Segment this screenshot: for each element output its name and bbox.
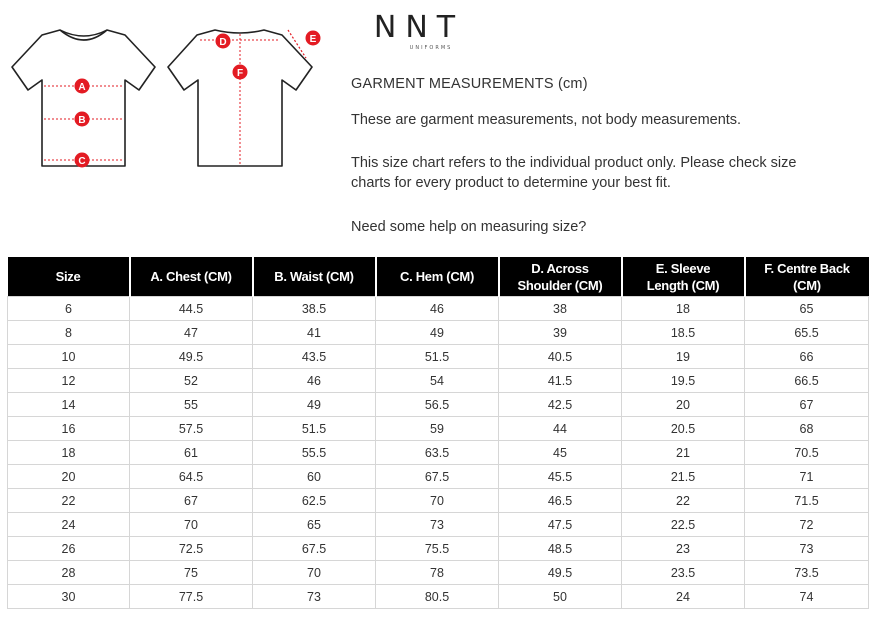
label-b-marker <box>75 112 90 127</box>
table-row <box>8 489 869 513</box>
measurement-cell: 49 <box>253 393 376 417</box>
size-cell: 16 <box>8 417 130 441</box>
table-row <box>8 465 869 489</box>
measurement-cell: 46 <box>376 297 499 321</box>
size-chart-note <box>351 153 851 193</box>
label-d-marker <box>216 34 231 49</box>
measurement-cell: 73 <box>376 513 499 537</box>
measurement-cell: 41.5 <box>499 369 622 393</box>
measurement-cell: 80.5 <box>376 585 499 609</box>
column-header-text: Length (CM) <box>646 277 720 293</box>
measurement-cell: 75.5 <box>376 537 499 561</box>
size-cell: 22 <box>8 489 130 513</box>
measurement-cell: 43.5 <box>253 345 376 369</box>
measurement-cell: 78 <box>376 561 499 585</box>
table-row <box>8 417 869 441</box>
table-row <box>8 369 869 393</box>
size-cell: 8 <box>8 321 130 345</box>
measurement-cell: 64.5 <box>130 465 253 489</box>
table-row <box>8 537 869 561</box>
measurement-cell: 39 <box>499 321 622 345</box>
measurement-cell: 23.5 <box>622 561 745 585</box>
measurement-cell: 71 <box>745 465 869 489</box>
tshirt-front-icon <box>12 30 155 166</box>
measurement-cell: 38.5 <box>253 297 376 321</box>
measurement-cell: 21.5 <box>622 465 745 489</box>
label-d: D <box>219 37 227 48</box>
measurement-cell: 46.5 <box>499 489 622 513</box>
measurement-cell: 51.5 <box>376 345 499 369</box>
size-cell: 28 <box>8 561 130 585</box>
column-header-text: (CM) <box>793 277 821 293</box>
size-cell: 20 <box>8 465 130 489</box>
size-cell: 14 <box>8 393 130 417</box>
measurement-cell: 63.5 <box>376 441 499 465</box>
measurement-cell: 55 <box>130 393 253 417</box>
measurements-title: GARMENT MEASUREMENTS (cm) <box>351 76 588 92</box>
tshirt-back-icon <box>168 30 312 166</box>
measurement-cell: 66 <box>745 345 869 369</box>
measurement-cell: 47 <box>130 321 253 345</box>
measurement-cell: 67 <box>130 489 253 513</box>
measurement-cell: 65 <box>745 297 869 321</box>
measurement-cell: 49.5 <box>130 345 253 369</box>
size-table-header <box>8 257 869 297</box>
brand-subtitle: UNIFORMS <box>409 45 453 51</box>
size-chart-note-line-2: charts for every product to determine your best fit. <box>351 175 671 191</box>
column-header-text: Size <box>55 269 81 284</box>
measurement-cell: 56.5 <box>376 393 499 417</box>
table-row <box>8 513 869 537</box>
measurement-cell: 22.5 <box>622 513 745 537</box>
measurement-cell: 77.5 <box>130 585 253 609</box>
measurement-cell: 74 <box>745 585 869 609</box>
measurement-cell: 67 <box>745 393 869 417</box>
measurement-cell: 73 <box>745 537 869 561</box>
label-f: F <box>236 68 244 79</box>
measurement-cell: 41 <box>253 321 376 345</box>
header-row <box>8 257 869 297</box>
measurement-cell: 52 <box>130 369 253 393</box>
column-header-text: Shoulder (CM) <box>517 277 603 293</box>
measurement-cell: 65 <box>253 513 376 537</box>
measurement-cell: 21 <box>622 441 745 465</box>
brand-logo <box>350 10 480 51</box>
measurement-cell: 19.5 <box>622 369 745 393</box>
measurement-cell: 49.5 <box>499 561 622 585</box>
column-header <box>622 257 745 297</box>
column-header <box>130 257 253 297</box>
column-header-text: B. Waist (CM) <box>274 269 354 284</box>
column-header <box>253 257 376 297</box>
column-header <box>8 257 130 297</box>
column-header-text: D. Across <box>531 260 589 276</box>
size-chart-note-line-1: This size chart refers to the individual product only. Please check size <box>351 155 797 171</box>
column-header-text: E. Sleeve <box>655 260 711 276</box>
measurement-cell: 45.5 <box>499 465 622 489</box>
measurement-cell: 51.5 <box>253 417 376 441</box>
table-row <box>8 561 869 585</box>
label-c: C <box>78 156 86 167</box>
size-table-body <box>8 297 869 609</box>
measurement-cell: 22 <box>622 489 745 513</box>
table-row <box>8 585 869 609</box>
measurement-cell: 60 <box>253 465 376 489</box>
measurement-cell: 70 <box>376 489 499 513</box>
measurement-cell: 59 <box>376 417 499 441</box>
measurement-cell: 72.5 <box>130 537 253 561</box>
label-a: A <box>78 82 86 93</box>
measurement-cell: 18 <box>622 297 745 321</box>
measurement-cell: 57.5 <box>130 417 253 441</box>
measurement-cell: 62.5 <box>253 489 376 513</box>
size-cell: 12 <box>8 369 130 393</box>
table-row <box>8 297 869 321</box>
column-header <box>745 257 869 297</box>
measurement-cell: 23 <box>622 537 745 561</box>
measurement-cell: 55.5 <box>253 441 376 465</box>
label-e: E <box>309 34 317 45</box>
measurement-diagrams <box>0 0 340 250</box>
column-header-text: F. Centre Back <box>764 260 850 276</box>
label-a-marker <box>75 79 90 94</box>
measurement-cell: 68 <box>745 417 869 441</box>
column-header <box>499 257 622 297</box>
measurement-cell: 19 <box>622 345 745 369</box>
measurement-cell: 67.5 <box>253 537 376 561</box>
measurement-cell: 70.5 <box>745 441 869 465</box>
size-cell: 26 <box>8 537 130 561</box>
measurement-cell: 73 <box>253 585 376 609</box>
measurement-cell: 70 <box>253 561 376 585</box>
measurement-cell: 75 <box>130 561 253 585</box>
label-c-marker <box>75 153 90 168</box>
measurement-cell: 18.5 <box>622 321 745 345</box>
measurement-cell: 49 <box>376 321 499 345</box>
table-row <box>8 321 869 345</box>
column-header <box>376 257 499 297</box>
column-header-text: C. Hem (CM) <box>400 269 474 284</box>
measurement-cell: 72 <box>745 513 869 537</box>
size-cell: 6 <box>8 297 130 321</box>
measurement-cell: 71.5 <box>745 489 869 513</box>
size-cell: 24 <box>8 513 130 537</box>
measurement-cell: 44 <box>499 417 622 441</box>
measurement-cell: 44.5 <box>130 297 253 321</box>
measurement-cell: 48.5 <box>499 537 622 561</box>
measurement-cell: 70 <box>130 513 253 537</box>
measurement-cell: 66.5 <box>745 369 869 393</box>
measurement-cell: 50 <box>499 585 622 609</box>
table-row <box>8 393 869 417</box>
measurement-cell: 65.5 <box>745 321 869 345</box>
measurement-cell: 73.5 <box>745 561 869 585</box>
size-cell: 10 <box>8 345 130 369</box>
size-table <box>7 257 869 609</box>
measurement-cell: 20 <box>622 393 745 417</box>
measurement-cell: 46 <box>253 369 376 393</box>
measurement-cell: 67.5 <box>376 465 499 489</box>
measurement-cell: 20.5 <box>622 417 745 441</box>
measurement-cell: 47.5 <box>499 513 622 537</box>
table-row <box>8 441 869 465</box>
label-f-marker <box>233 65 248 80</box>
measurements-note: These are garment measurements, not body measurements. <box>351 112 742 128</box>
size-cell: 18 <box>8 441 130 465</box>
measurement-cell: 61 <box>130 441 253 465</box>
brand-name: NNT <box>373 10 465 45</box>
measurement-cell: 54 <box>376 369 499 393</box>
table-row <box>8 345 869 369</box>
measurement-cell: 24 <box>622 585 745 609</box>
measuring-help-text: Need some help on measuring size? <box>351 219 587 235</box>
measurement-cell: 45 <box>499 441 622 465</box>
measurement-cell: 40.5 <box>499 345 622 369</box>
measurement-cell: 38 <box>499 297 622 321</box>
label-b: B <box>78 115 86 126</box>
column-header-text: A. Chest (CM) <box>150 269 232 284</box>
label-e-marker <box>306 31 321 46</box>
measurement-cell: 42.5 <box>499 393 622 417</box>
size-cell: 30 <box>8 585 130 609</box>
